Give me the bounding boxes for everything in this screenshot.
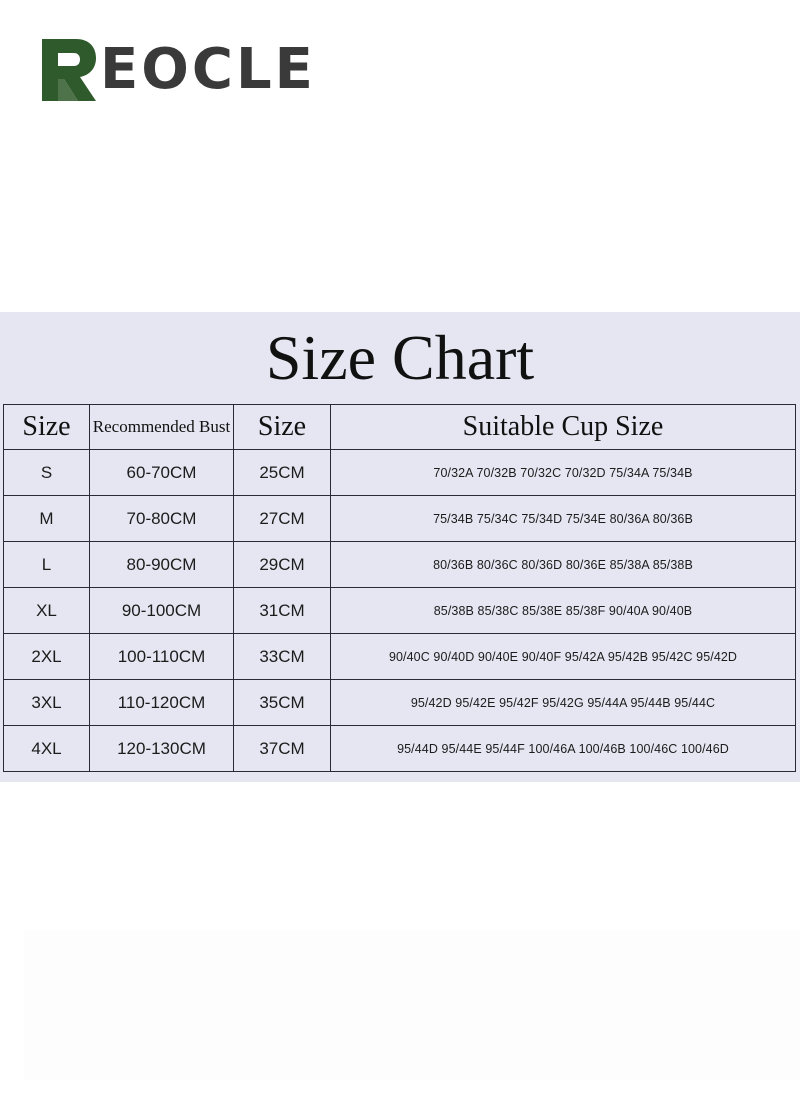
cell-size: 3XL	[4, 680, 90, 726]
cell-bust: 100-110CM	[90, 634, 234, 680]
cell-bust: 60-70CM	[90, 450, 234, 496]
header-size: Size	[4, 405, 90, 450]
cell-band: 25CM	[234, 450, 331, 496]
cell-size: 4XL	[4, 726, 90, 772]
cell-bust: 110-120CM	[90, 680, 234, 726]
size-table	[3, 404, 796, 772]
cell-size: XL	[4, 588, 90, 634]
cell-cups: 70/32A 70/32B 70/32C 70/32D 75/34A 75/34B	[331, 450, 796, 496]
table-row	[4, 588, 796, 634]
chart-title: Size Chart	[265, 322, 535, 393]
cell-band: 35CM	[234, 680, 331, 726]
cell-cups: 75/34B 75/34C 75/34D 75/34E 80/36A 80/36B	[331, 496, 796, 542]
cell-bust: 70-80CM	[90, 496, 234, 542]
blank-area	[24, 930, 800, 1080]
table-row	[4, 680, 796, 726]
cell-bust: 120-130CM	[90, 726, 234, 772]
logo-mark-icon	[38, 39, 98, 101]
cell-size: L	[4, 542, 90, 588]
cell-band: 31CM	[234, 588, 331, 634]
cell-size: M	[4, 496, 90, 542]
table-row	[4, 634, 796, 680]
cell-size: S	[4, 450, 90, 496]
header-band-size: Size	[234, 405, 331, 450]
cell-cups: 85/38B 85/38C 85/38E 85/38F 90/40A 90/40B	[331, 588, 796, 634]
cell-cups: 80/36B 80/36C 80/36D 80/36E 85/38A 85/38B	[331, 542, 796, 588]
table-row	[4, 726, 796, 772]
cell-cups: 95/42D 95/42E 95/42F 95/42G 95/44A 95/44B 95/44C	[331, 680, 796, 726]
cell-band: 37CM	[234, 726, 331, 772]
header-cup-size: Suitable Cup Size	[331, 405, 796, 450]
cell-bust: 80-90CM	[90, 542, 234, 588]
brand-wordmark: EOCLE	[100, 37, 316, 102]
cell-band: 29CM	[234, 542, 331, 588]
header-recommended-bust: Recommended Bust	[90, 405, 234, 450]
table-row	[4, 496, 796, 542]
cell-cups: 95/44D 95/44E 95/44F 100/46A 100/46B 100/46C 100/46D	[331, 726, 796, 772]
brand-logo	[38, 38, 316, 102]
table-row	[4, 450, 796, 496]
table-row	[4, 542, 796, 588]
cell-bust: 90-100CM	[90, 588, 234, 634]
cell-band: 27CM	[234, 496, 331, 542]
cell-band: 33CM	[234, 634, 331, 680]
cell-cups: 90/40C 90/40D 90/40E 90/40F 95/42A 95/42B 95/42C 95/42D	[331, 634, 796, 680]
table-header-row	[4, 405, 796, 450]
cell-size: 2XL	[4, 634, 90, 680]
